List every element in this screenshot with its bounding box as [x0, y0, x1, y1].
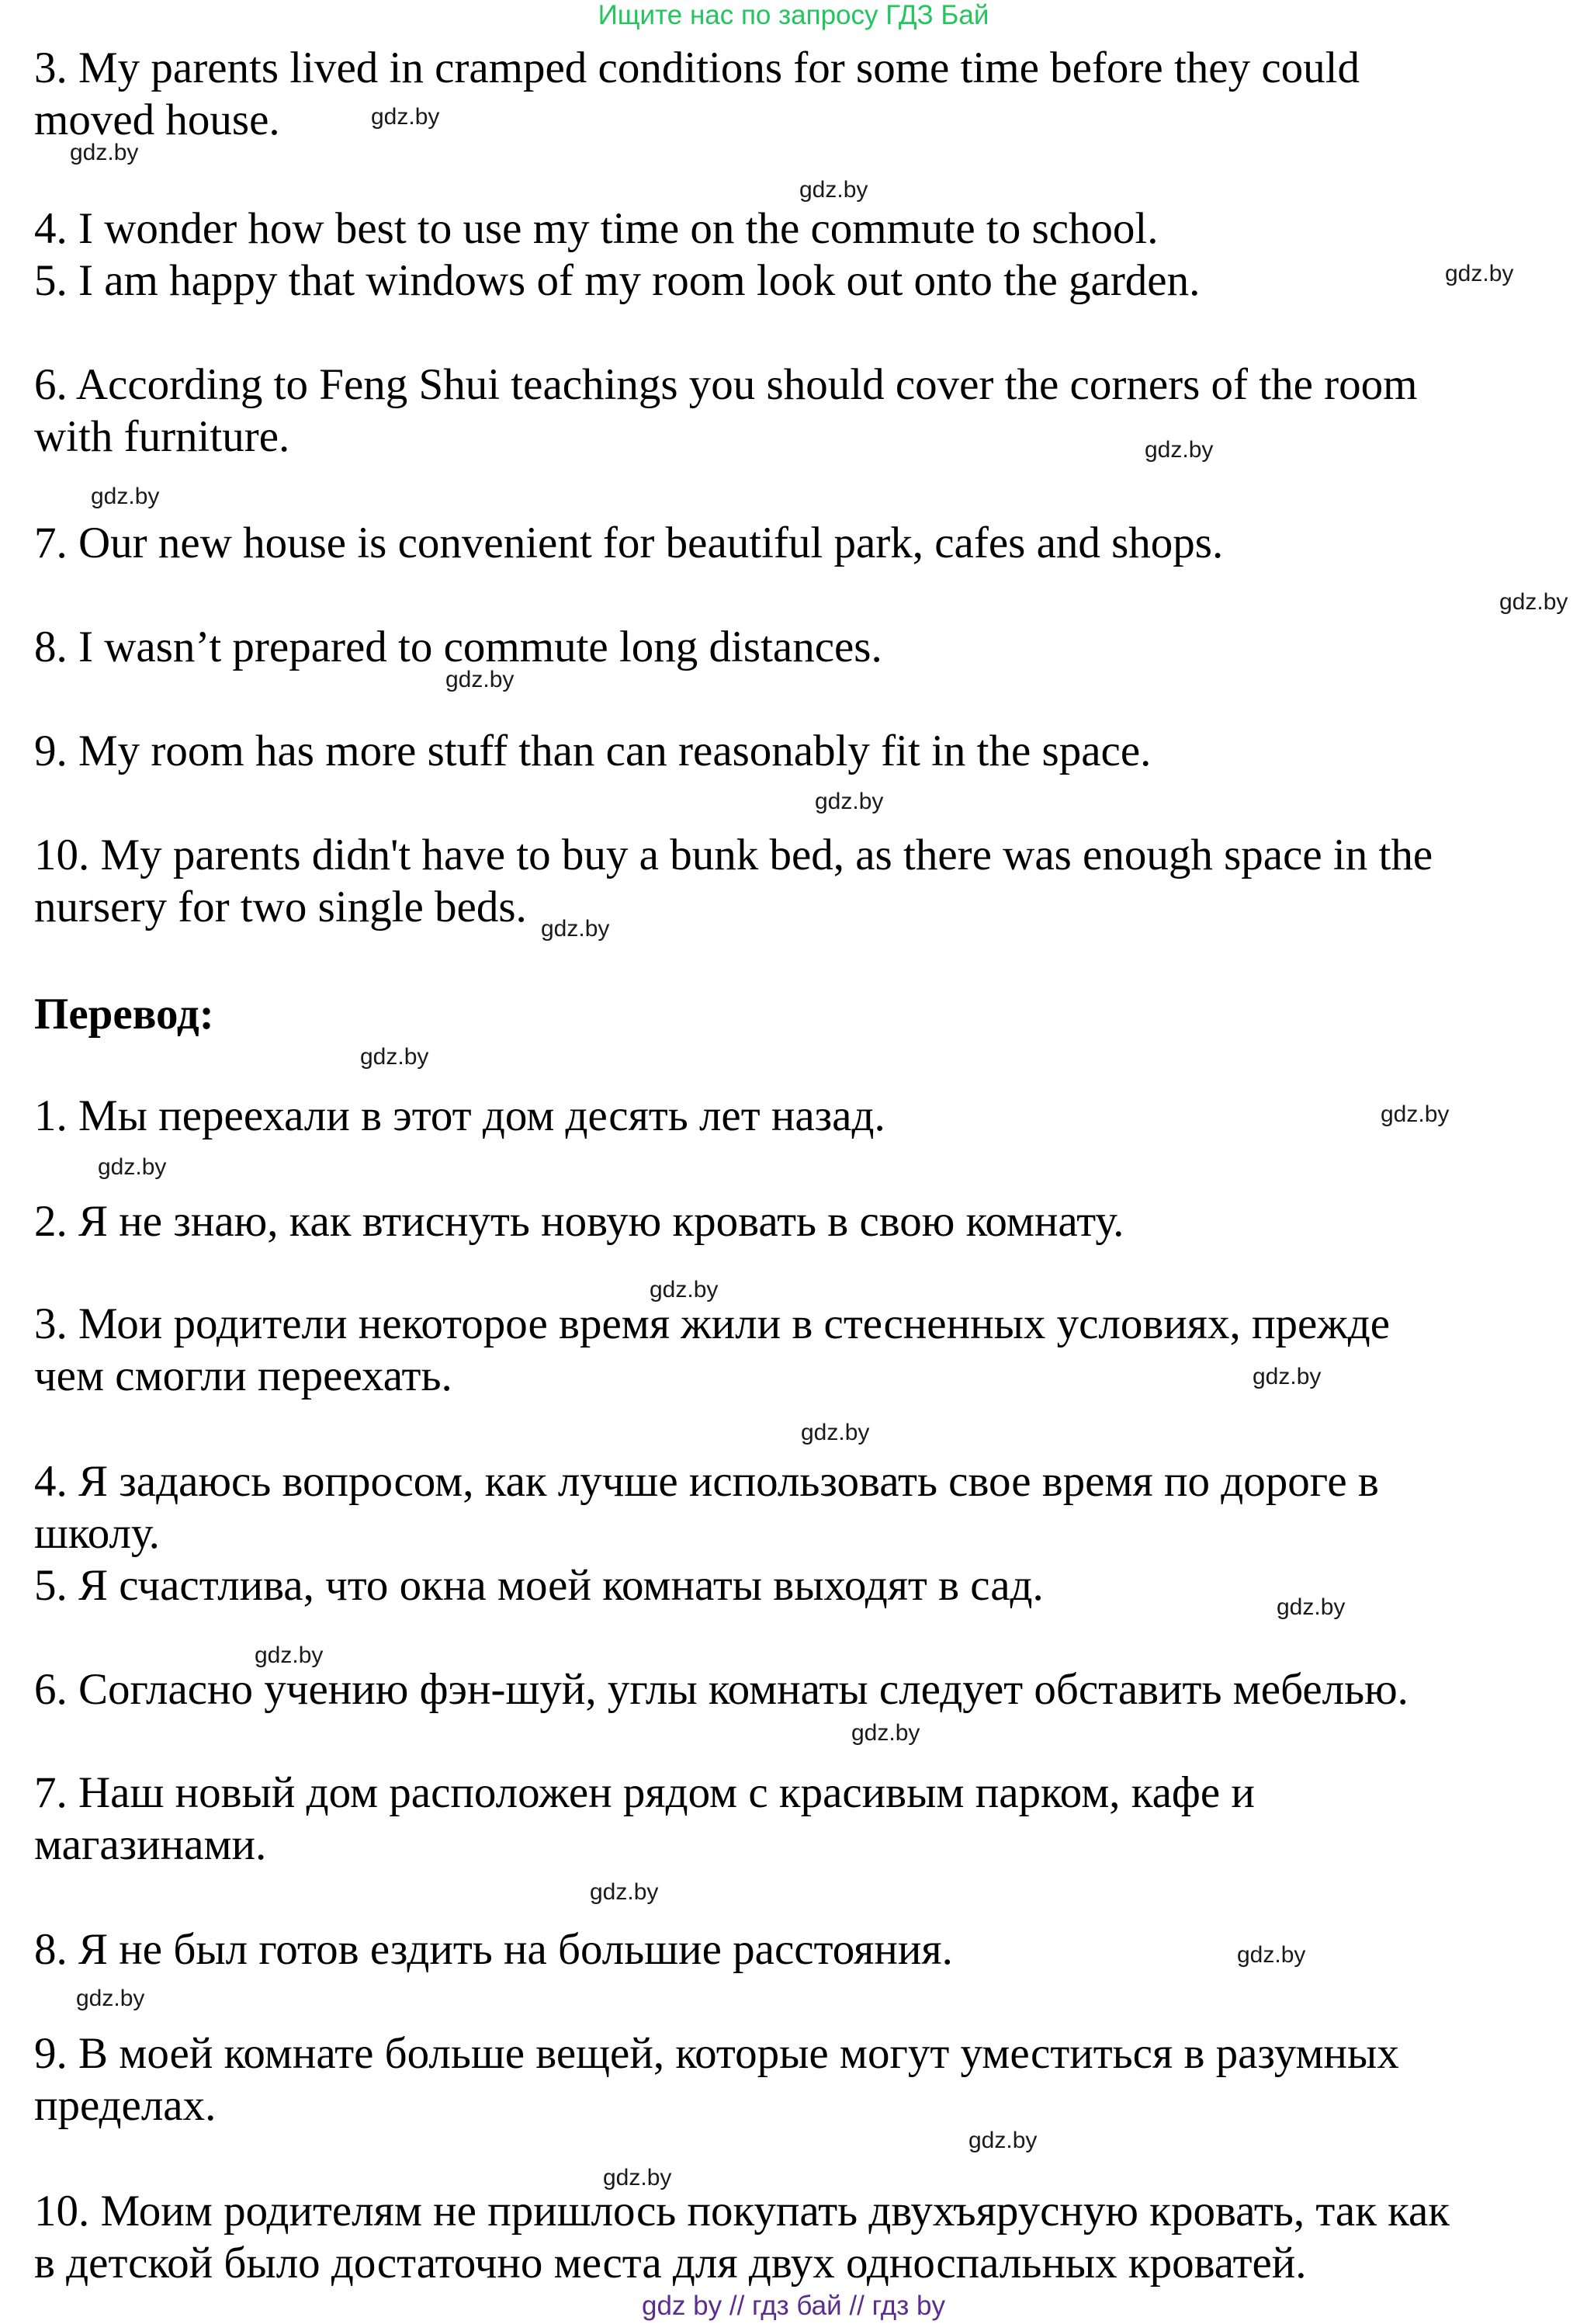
russian-line: школу. [34, 1509, 160, 1558]
watermark: gdz.by [590, 1879, 659, 1905]
russian-line: 7. Наш новый дом расположен рядом с красивым парком, кафе и [34, 1768, 1255, 1817]
russian-line: чем смогли переехать. [34, 1351, 452, 1400]
watermark: gdz.by [70, 140, 139, 165]
watermark: gdz.by [541, 916, 610, 942]
russian-line: 1. Мы переехали в этот дом десять лет назад. [34, 1091, 885, 1140]
english-line: 7. Our new house is convenient for beautiful park, cafes and shops. [34, 519, 1224, 567]
russian-line: 2. Я не знаю, как втиснуть новую кровать в свою комнату. [34, 1197, 1124, 1246]
russian-line: магазинами. [34, 1820, 267, 1869]
watermark: gdz.by [650, 1277, 719, 1302]
watermark: gdz.by [1253, 1364, 1322, 1389]
english-line: 6. According to Feng Shui teachings you should cover the corners of the room [34, 360, 1418, 409]
english-line: 9. My room has more stuff than can reasonably fit in the space. [34, 727, 1152, 775]
english-line: 5. I am happy that windows of my room look out onto the garden. [34, 256, 1201, 305]
english-line: moved house. [34, 95, 280, 144]
watermark: gdz.by [445, 667, 515, 692]
russian-line: 6. Согласно учению фэн-шуй, углы комнаты следует обставить мебелью. [34, 1665, 1409, 1714]
russian-line: 8. Я не был готов ездить на большие расстояния. [34, 1925, 953, 1974]
watermark: gdz.by [360, 1044, 429, 1070]
watermark: gdz.by [371, 104, 440, 130]
watermark: gdz.by [1381, 1101, 1450, 1127]
english-line: with furniture. [34, 412, 290, 461]
watermark: gdz.by [851, 1720, 920, 1746]
footer-links[interactable]: gdz by // гдз бай // гдз by [642, 2291, 945, 2321]
search-banner[interactable]: Ищите нас по запросу ГДЗ Бай [598, 0, 989, 30]
russian-line: 5. Я счастлива, что окна моей комнаты выходят в сад. [34, 1561, 1044, 1610]
watermark: gdz.by [1237, 1942, 1306, 1968]
watermark: gdz.by [1499, 589, 1568, 615]
watermark: gdz.by [255, 1642, 324, 1668]
russian-line: 4. Я задаюсь вопросом, как лучше использовать свое время по дороге в [34, 1457, 1379, 1506]
russian-line: пределах. [34, 2081, 217, 2130]
russian-line: в детской было достаточно места для двух односпальных кроватей. [34, 2239, 1307, 2288]
watermark: gdz.by [801, 1420, 870, 1445]
english-line: 3. My parents lived in cramped conditions for some time before they could [34, 43, 1360, 92]
english-line: 4. I wonder how best to use my time on the commute to school. [34, 204, 1159, 253]
english-line: 8. I wasn’t prepared to commute long distances. [34, 623, 882, 671]
russian-line: 10. Моим родителям не пришлось покупать двухъярусную кровать, так как [34, 2187, 1450, 2236]
translation-heading: Перевод: [34, 990, 214, 1039]
watermark: gdz.by [799, 177, 868, 203]
watermark: gdz.by [968, 2128, 1038, 2153]
watermark: gdz.by [91, 484, 160, 509]
watermark: gdz.by [1277, 1594, 1346, 1620]
russian-line: 9. В моей комнате больше вещей, которые могут уместиться в разумных [34, 2029, 1399, 2078]
english-line: 10. My parents didn't have to buy a bunk bed, as there was enough space in the [34, 831, 1433, 879]
watermark: gdz.by [1445, 261, 1514, 286]
russian-line: 3. Мои родители некоторое время жили в стесненных условиях, прежде [34, 1299, 1390, 1348]
watermark: gdz.by [815, 789, 884, 814]
watermark: gdz.by [1145, 437, 1214, 463]
english-line: nursery for two single beds. [34, 883, 527, 931]
watermark: gdz.by [76, 1986, 145, 2011]
watermark: gdz.by [98, 1154, 167, 1180]
watermark: gdz.by [603, 2165, 672, 2190]
